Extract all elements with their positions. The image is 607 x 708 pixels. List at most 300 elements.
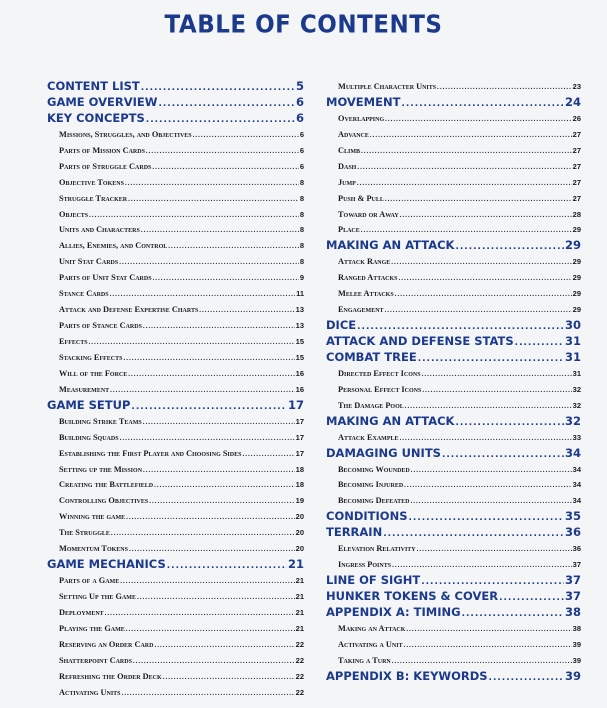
toc-page-number: 34: [572, 480, 581, 490]
toc-dot-leader: [421, 575, 564, 589]
toc-page-number: 9: [299, 273, 304, 283]
toc-dot-leader: [385, 303, 572, 318]
toc-entry-title: Deployment: [59, 607, 104, 617]
toc-page-number: 29: [564, 238, 581, 253]
toc-entry-title: Activating Units: [59, 687, 121, 697]
toc-dot-leader: [404, 638, 572, 653]
toc-page-number: 22: [295, 687, 304, 697]
toc-subsection-entry[interactable]: [326, 621, 581, 637]
toc-dot-leader: [242, 447, 294, 462]
toc-dot-leader: [489, 671, 564, 685]
toc-subsection-entry[interactable]: [326, 175, 581, 191]
toc-page-number: 33: [572, 432, 581, 442]
toc-dot-leader: [111, 526, 295, 541]
toc-subsection-entry[interactable]: [326, 477, 581, 493]
toc-page-number: 21: [295, 623, 304, 633]
toc-page-number: 29: [572, 225, 581, 235]
toc-dot-leader: [131, 400, 287, 414]
toc-section-entry[interactable]: [47, 95, 304, 111]
toc-entry-title: Creating the Battlefield: [59, 480, 154, 490]
toc-dot-leader: [401, 97, 564, 111]
toc-page-number: 8: [299, 209, 304, 219]
toc-subsection-entry[interactable]: [47, 477, 304, 493]
toc-dot-leader: [126, 510, 295, 525]
toc-page-number: 17: [295, 416, 304, 426]
toc-subsection-entry[interactable]: [47, 525, 304, 541]
toc-page-number: 13: [295, 321, 304, 331]
toc-subsection-entry[interactable]: [326, 430, 581, 446]
toc-dot-leader: [395, 287, 572, 302]
toc-page-number: 34: [564, 445, 581, 460]
toc-subsection-entry[interactable]: [326, 111, 581, 127]
toc-entry-title: Objects: [59, 209, 89, 219]
toc-entry-title: Shatterpoint Cards: [59, 655, 132, 665]
toc-subsection-entry[interactable]: [47, 589, 304, 605]
toc-entry-title: LINE OF SIGHT: [326, 573, 421, 588]
toc-dot-leader: [437, 80, 572, 95]
toc-page-number: 32: [572, 384, 581, 394]
toc-subsection-entry[interactable]: [326, 302, 581, 318]
toc-dot-leader: [400, 208, 572, 223]
toc-page-number: 16: [295, 368, 304, 378]
toc-section-entry[interactable]: [326, 605, 581, 621]
toc-page-number: 18: [295, 480, 304, 490]
toc-dot-leader: [392, 558, 572, 573]
toc-dot-leader: [126, 622, 295, 637]
toc-section-entry[interactable]: [326, 414, 581, 430]
toc-entry-title: Refreshing the Order Deck: [59, 671, 162, 681]
toc-subsection-entry[interactable]: [47, 350, 304, 366]
toc-entry-title: The Damage Pool: [338, 400, 404, 410]
toc-dot-leader: [146, 144, 299, 159]
toc-page-number: 16: [295, 384, 304, 394]
toc-subsection-entry[interactable]: [326, 159, 581, 175]
toc-dot-leader: [120, 574, 294, 589]
toc-entry-title: The Struggle: [59, 528, 110, 538]
toc-dot-leader: [110, 287, 295, 302]
toc-dot-leader: [133, 654, 295, 669]
toc-page-number: 8: [299, 177, 304, 187]
toc-page-number: 39: [572, 655, 581, 665]
toc-dot-leader: [405, 399, 572, 414]
toc-entry-title: Ingress Points: [338, 560, 392, 570]
toc-subsection-entry[interactable]: [326, 541, 581, 557]
toc-subsection-entry[interactable]: [326, 143, 581, 159]
toc-page-number: 15: [295, 337, 304, 346]
toc-page-number: 30: [564, 318, 581, 333]
toc-entry-title: HUNKER TOKENS & COVER: [326, 589, 499, 603]
toc-dot-leader: [105, 606, 295, 621]
toc-page-number: 31: [572, 368, 581, 378]
toc-subsection-entry[interactable]: [47, 382, 304, 398]
toc-section-entry[interactable]: [47, 557, 304, 573]
toc-page-number: 36: [564, 525, 581, 540]
toc-section-entry[interactable]: [47, 398, 304, 414]
toc-subsection-entry[interactable]: [326, 462, 581, 478]
toc-dot-leader: [123, 351, 294, 366]
toc-dot-leader: [417, 542, 572, 557]
toc-entry-title: Momentum Tokens: [59, 544, 128, 554]
toc-entry-title: GAME OVERVIEW: [47, 94, 158, 109]
toc-dot-leader: [167, 559, 287, 573]
toc-page-number: 20: [295, 512, 304, 522]
toc-section-entry[interactable]: [326, 238, 581, 254]
toc-dot-leader: [455, 416, 564, 430]
toc-subsection-entry[interactable]: [47, 414, 304, 430]
toc-dot-leader: [515, 336, 564, 350]
toc-page-number: 38: [564, 604, 581, 619]
toc-entry-title: Unit Stat Cards: [59, 257, 119, 267]
toc-dot-leader: [385, 112, 572, 127]
toc-entry-title: MOVEMENT: [326, 94, 401, 109]
toc-list-left: [47, 79, 304, 701]
toc-page-number: 29: [572, 305, 581, 315]
toc-section-entry[interactable]: [326, 446, 581, 462]
toc-entry-title: Jump: [338, 177, 356, 187]
toc-entry-title: Parts of Stance Cards: [59, 321, 142, 331]
toc-subsection-entry[interactable]: [326, 207, 581, 223]
toc-entry-title: Making an Attack: [338, 623, 406, 633]
toc-entry-title: Engagement: [338, 305, 384, 315]
toc-section-entry[interactable]: [47, 111, 304, 127]
toc-column-right: [326, 79, 581, 685]
toc-page-number: 37: [564, 573, 581, 588]
toc-dot-leader: [128, 192, 299, 207]
toc-subsection-entry[interactable]: [47, 685, 304, 701]
toc-page-number: 29: [572, 273, 581, 283]
toc-page-number: 21: [287, 557, 304, 572]
toc-page-number: 27: [572, 129, 581, 139]
toc-dot-leader: [462, 607, 564, 621]
toc-subsection-entry[interactable]: [47, 334, 304, 350]
toc-subsection-entry[interactable]: [326, 653, 581, 669]
toc-subsection-entry[interactable]: [326, 191, 581, 207]
toc-page-number: 6: [299, 145, 304, 155]
toc-subsection-entry[interactable]: [326, 366, 581, 382]
toc-page-number: 19: [295, 496, 304, 506]
toc-page-number: 20: [295, 528, 304, 538]
toc-page-number: 37: [564, 589, 581, 603]
toc-entry-title: TERRAIN: [326, 525, 383, 540]
toc-dot-leader: [399, 271, 572, 286]
toc-entry-title: Personal Effect Icons: [338, 384, 422, 394]
toc-subsection-entry[interactable]: [47, 366, 304, 382]
toc-entry-title: DICE: [326, 318, 357, 333]
toc-dot-leader: [357, 320, 564, 334]
toc-page-number: 21: [295, 607, 304, 617]
toc-subsection-entry[interactable]: [47, 573, 304, 589]
toc-page-number: 22: [295, 655, 304, 665]
toc-section-entry[interactable]: [326, 95, 581, 111]
toc-page-number: 39: [572, 639, 581, 649]
toc-page-number: 26: [572, 113, 581, 123]
toc-subsection-entry[interactable]: [326, 557, 581, 573]
toc-subsection-entry[interactable]: [326, 398, 581, 414]
toc-dot-leader: [146, 113, 295, 127]
toc-dot-leader: [383, 527, 564, 541]
toc-subsection-entry[interactable]: [47, 462, 304, 478]
toc-entry-title: Effects: [59, 337, 88, 346]
toc-dot-leader: [193, 128, 299, 143]
toc-page-number: 17: [295, 432, 304, 442]
toc-entry-title: Playing the Game: [59, 623, 125, 633]
toc-subsection-entry[interactable]: [47, 191, 304, 207]
toc-dot-leader: [143, 319, 295, 334]
toc-page-number: 8: [299, 257, 304, 267]
toc-subsection-entry[interactable]: [326, 270, 581, 286]
toc-page-number: 18: [295, 464, 304, 474]
toc-entry-title: Allies, Enemies, and Control: [59, 241, 168, 251]
toc-page-number: 17: [287, 397, 304, 412]
toc-subsection-entry[interactable]: [326, 493, 581, 509]
toc-subsection-entry[interactable]: [47, 493, 304, 509]
toc-entry-title: MAKING AN ATTACK: [326, 413, 455, 428]
toc-entry-title: CONDITIONS: [326, 509, 408, 524]
toc-dot-leader: [442, 448, 564, 462]
toc-subsection-entry[interactable]: [47, 222, 304, 238]
toc-dot-leader: [422, 367, 572, 382]
toc-entry-title: APPENDIX A: TIMING: [326, 604, 461, 619]
toc-subsection-entry[interactable]: [326, 382, 581, 398]
toc-entry-title: Parts of Mission Cards: [59, 145, 145, 155]
toc-dot-leader: [153, 271, 299, 286]
toc-entry-title: Will of the Force: [59, 368, 128, 378]
toc-entry-title: Parts of a Game: [59, 576, 120, 586]
toc-dot-leader: [418, 352, 564, 366]
toc-dot-leader: [141, 223, 299, 238]
toc-entry-title: Elevation Relativity: [338, 544, 416, 554]
toc-entry-title: Climb: [338, 145, 360, 155]
toc-page-number: 39: [564, 668, 581, 683]
toc-dot-leader: [361, 223, 572, 238]
toc-entry-title: Advance: [338, 129, 369, 139]
toc-dot-leader: [158, 97, 295, 111]
toc-entry-title: Place: [338, 225, 360, 235]
toc-page-number: 21: [295, 592, 304, 601]
toc-subsection-entry[interactable]: [47, 621, 304, 637]
toc-subsection-entry[interactable]: [47, 207, 304, 223]
toc-dot-leader: [125, 176, 299, 191]
toc-subsection-entry[interactable]: [47, 430, 304, 446]
toc-dot-leader: [154, 478, 295, 493]
toc-subsection-entry[interactable]: [47, 143, 304, 159]
toc-page-number: 22: [295, 671, 304, 681]
toc-entry-title: GAME SETUP: [47, 397, 131, 412]
toc-page-number: 8: [299, 241, 304, 251]
toc-page-number: 15: [295, 352, 304, 362]
toc-entry-title: Becoming Defeated: [338, 496, 410, 506]
toc-dot-leader: [89, 208, 299, 223]
toc-page-number: 34: [572, 464, 581, 474]
toc-section-entry[interactable]: [47, 79, 304, 95]
toc-entry-title: Attack and Defense Expertise Charts: [59, 305, 199, 315]
toc-entry-title: Objective Tokens: [59, 177, 124, 187]
toc-dot-leader: [404, 478, 571, 493]
toc-subsection-entry[interactable]: [47, 653, 304, 669]
toc-entry-title: Attack Example: [338, 432, 399, 442]
toc-dot-leader: [499, 591, 564, 605]
toc-subsection-entry[interactable]: [47, 669, 304, 685]
toc-page-number: 13: [295, 305, 304, 315]
toc-entry-title: Building Strike Teams: [59, 416, 142, 426]
toc-dot-leader: [143, 415, 295, 430]
toc-dot-leader: [455, 240, 564, 254]
toc-entry-title: Dash: [338, 161, 357, 171]
toc-dot-leader: [400, 431, 572, 446]
toc-subsection-entry[interactable]: [47, 509, 304, 525]
toc-section-entry[interactable]: [326, 573, 581, 589]
toc-dot-leader: [119, 255, 299, 270]
toc-subsection-entry[interactable]: [326, 222, 581, 238]
toc-page-number: 27: [572, 193, 581, 203]
toc-entry-title: Controlling Objectives: [59, 496, 149, 506]
toc-list-right: [326, 79, 581, 685]
toc-page-number: 27: [572, 177, 581, 187]
toc-entry-title: Setting Up the Game: [59, 592, 136, 601]
toc-dot-leader: [143, 463, 295, 478]
toc-subsection-entry[interactable]: [47, 127, 304, 143]
toc-page-number: 20: [295, 544, 304, 554]
toc-entry-title: Units and Characters: [59, 225, 140, 235]
toc-entry-title: Stance Cards: [59, 289, 109, 299]
toc-dot-leader: [406, 622, 571, 637]
toc-dot-leader: [89, 335, 295, 350]
toc-subsection-entry[interactable]: [47, 637, 304, 653]
toc-subsection-entry[interactable]: [47, 254, 304, 270]
toc-page-number: 8: [299, 225, 304, 235]
toc-subsection-entry[interactable]: [47, 541, 304, 557]
toc-page-number: 32: [564, 413, 581, 428]
toc-subsection-entry[interactable]: [47, 605, 304, 621]
toc-entry-title: Building Squads: [59, 432, 119, 442]
toc-page-number: 35: [564, 509, 581, 524]
toc-page-number: 29: [572, 289, 581, 299]
toc-page-number: 23: [572, 82, 581, 91]
toc-dot-leader: [152, 160, 298, 175]
toc-dot-leader: [408, 511, 564, 525]
toc-entry-title: DAMAGING UNITS: [326, 445, 441, 460]
toc-dot-leader: [385, 192, 572, 207]
toc-subsection-entry[interactable]: [326, 286, 581, 302]
toc-subsection-entry[interactable]: [326, 79, 581, 95]
toc-page-number: 29: [572, 257, 581, 267]
toc-dot-leader: [168, 239, 299, 254]
toc-entry-title: Taking a Turn: [338, 655, 391, 665]
toc-page-number: 6: [295, 94, 304, 109]
toc-dot-leader: [149, 494, 294, 509]
toc-page-number: 36: [572, 544, 581, 554]
toc-page-number: 32: [572, 400, 581, 410]
toc-page-number: 6: [299, 161, 304, 171]
toc-subsection-entry[interactable]: [47, 270, 304, 286]
toc-subsection-entry[interactable]: [47, 318, 304, 334]
toc-dot-leader: [110, 383, 294, 398]
toc-subsection-entry[interactable]: [47, 175, 304, 191]
toc-entry-title: Establishing the First Player and Choosing Sides: [59, 448, 242, 458]
toc-entry-title: Parts of Struggle Cards: [59, 161, 152, 171]
toc-section-entry[interactable]: [326, 669, 581, 685]
toc-entry-title: Parts of Unit Stat Cards: [59, 273, 152, 283]
toc-subsection-entry[interactable]: [47, 238, 304, 254]
toc-dot-leader: [122, 686, 295, 701]
toc-dot-leader: [391, 255, 571, 270]
toc-page-number: 11: [296, 289, 304, 299]
toc-page-number: 27: [572, 161, 581, 171]
toc-page-number: 6: [295, 110, 304, 125]
toc-entry-title: Setting up the Mission: [59, 464, 143, 474]
toc-section-entry[interactable]: [326, 318, 581, 334]
toc-subsection-entry[interactable]: [326, 127, 581, 143]
toc-entry-title: Overlapping: [338, 113, 385, 123]
toc-column-left: [47, 79, 304, 701]
toc-dot-leader: [199, 303, 294, 318]
toc-subsection-entry[interactable]: [326, 254, 581, 270]
toc-dot-leader: [120, 431, 295, 446]
toc-dot-leader: [357, 160, 571, 175]
toc-dot-leader: [137, 590, 295, 605]
toc-page-number: 27: [572, 145, 581, 155]
toc-entry-title: Measurement: [59, 384, 110, 394]
toc-dot-leader: [141, 81, 295, 95]
toc-dot-leader: [129, 542, 295, 557]
toc-subsection-entry[interactable]: [326, 637, 581, 653]
toc-dot-leader: [422, 383, 571, 398]
toc-section-entry[interactable]: [326, 334, 581, 350]
toc-entry-title: Reserving an Order Card: [59, 639, 154, 649]
toc-entry-title: Winning the game: [59, 512, 126, 522]
toc-entry-title: Missions, Struggles, and Objectives: [59, 129, 192, 139]
toc-dot-leader: [357, 176, 572, 191]
toc-page-number: 5: [295, 79, 304, 93]
toc-dot-leader: [128, 367, 294, 382]
toc-subsection-entry[interactable]: [47, 159, 304, 175]
toc-page-number: 8: [299, 193, 304, 203]
toc-page-number: 37: [572, 560, 581, 570]
toc-section-entry[interactable]: [326, 350, 581, 366]
toc-page-number: 17: [295, 448, 304, 458]
toc-dot-leader: [392, 654, 572, 669]
toc-entry-title: Attack Range: [338, 257, 391, 267]
toc-entry-title: APPENDIX B: KEYWORDS: [326, 668, 488, 683]
toc-page-number: 21: [295, 576, 304, 586]
toc-page-number: 6: [299, 129, 304, 139]
toc-page-number: 28: [572, 209, 581, 219]
toc-dot-leader: [361, 144, 572, 159]
toc-subsection-entry[interactable]: [47, 302, 304, 318]
toc-page-number: 31: [564, 349, 581, 364]
toc-entry-title: COMBAT TREE: [326, 349, 417, 364]
toc-page-number: 31: [564, 334, 581, 348]
toc-page-number: 22: [295, 639, 304, 649]
toc-page-number: 38: [572, 623, 581, 633]
toc-subsection-entry[interactable]: [47, 286, 304, 302]
toc-page-number: 24: [564, 94, 581, 109]
toc-dot-leader: [163, 670, 295, 685]
toc-section-entry[interactable]: [326, 509, 581, 525]
toc-entry-title: Ranged Attacks: [338, 273, 398, 283]
toc-entry-title: Push & Pull: [338, 193, 384, 203]
toc-subsection-entry[interactable]: [47, 446, 304, 462]
toc-section-entry[interactable]: [326, 589, 581, 605]
toc-entry-title: Becoming Wounded: [338, 464, 410, 474]
toc-page-number: 34: [572, 496, 581, 506]
toc-section-entry[interactable]: [326, 525, 581, 541]
toc-entry-title: Directed Effect Icons: [338, 368, 421, 378]
toc-entry-title: Melee Attacks: [338, 289, 394, 299]
toc-entry-title: Multiple Character Units: [338, 82, 437, 91]
toc-entry-title: Struggle Tracker: [59, 193, 128, 203]
toc-dot-leader: [411, 463, 572, 478]
